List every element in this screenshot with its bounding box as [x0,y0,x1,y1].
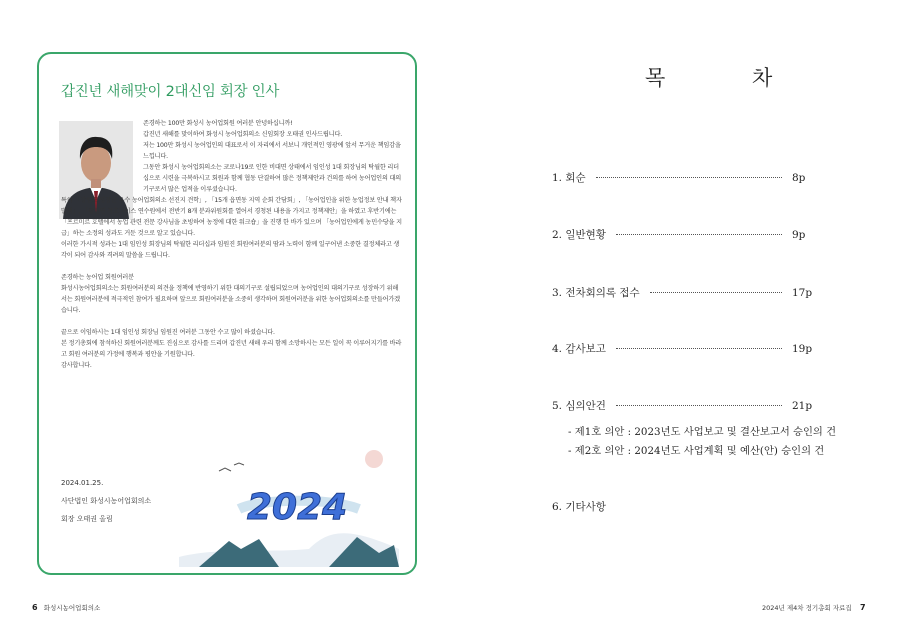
toc-item-label: 2. 일반현황 [552,229,606,241]
toc-leader [650,292,782,293]
toc-leader [616,234,782,235]
greeting-paragraph: 그동안 화성시 농어업회의소는 코로나19로 인한 비대면 상태에서 임인성 1대 회장님의 탁월한 리더십으로 시련을 극복하시고 회원과 함께 협동 단결하여 많은 정책제안과 건의를 하여 농어업인의 대의기구로서 많은 업적을 이루셨습니다. [143,164,402,193]
toc-item[interactable] [552,398,812,413]
toc-item-last[interactable] [552,499,812,514]
toc-item-page: 21p [792,400,813,412]
toc-item-page: 9p [792,229,806,241]
greeting-paragraph: 존경하는 100만 화성시 농어업회원 여러분 안녕하십니까! [143,120,293,127]
toc-leader [596,177,782,178]
greeting-paragraph: 존경하는 농어업 회원여러분 [61,274,134,281]
greeting-paragraph: 저는 100만 화성시 농어업인의 대표로서 이 자리에서 서보니 개인적인 영광에 앞서 무거운 책임감을 느낍니다. [143,142,401,160]
signature-block [61,474,151,528]
toc-item[interactable] [552,170,812,185]
organization-name: 사단법인 화성시농어업회의소 [61,497,152,505]
signer-name: 회장 오태권 올림 [61,515,113,523]
toc-item-label: 3. 전차회의록 접수 [552,287,640,299]
footer-right [762,603,866,612]
toc-item-page: 19p [792,343,813,355]
new-year-illustration [179,449,399,567]
toc-item-label: 6. 기타사항 [552,501,606,513]
greeting-paragraph: 끝으로 이임하시는 1대 임인성 회장님 임원진 여러분 그동안 수고 많이 하셨습니다. [61,329,275,336]
toc-item[interactable] [552,341,812,356]
footer-right-text: 2024년 제4차 정기총회 자료집 [762,604,852,612]
footer-left [32,603,100,612]
greeting-paragraph: 본 정기총회에 참석하신 회원여러분께도 진심으로 감사를 드리며 갑진년 새해 우리 함께 소망하시는 모든 일이 꼭 이루어지기를 바라고 회원 여러분의 가정에 행복과 평안을 기원합니다. [61,340,402,358]
toc-item-page: 8p [792,172,806,184]
toc-sub-item[interactable]: - 제1호 의안 : 2023년도 사업보고 및 결산보고서 승인의 건 [568,426,837,438]
greeting-paragraph: 갑진년 새해를 맞이하여 화성시 농어업회의소 신임회장 오태권 인사드립니다. [143,131,343,138]
toc-item[interactable] [552,285,812,300]
greeting-body [61,118,403,371]
toc-item[interactable] [552,227,812,242]
greeting-paragraph: 감사합니다. [61,362,92,369]
art-year-text: 2024 [247,487,348,528]
toc-leader [616,405,782,406]
footer-left-text: 화성시농어업회의소 [43,604,101,612]
greeting-box [37,52,417,575]
greeting-title: 갑진년 새해맞이 2대신임 회장 인사 [61,84,280,100]
greeting-paragraph: 화성시농어업회의소는 회원여러분의 의견을 정책에 반영하기 위한 대의기구로 설립되었으며 농어업인의 대의기구로 성장하기 위해서는 회원여러분에 적극적인 참여가 필요하며 앞으로 회원여러분을 소중히 생각하며 회원여러분을 위한 농어업회의소를 만들어가겠습니다. [61,285,400,314]
greeting-paragraph: 이러한 가시적 성과는 1대 임인성 회장님의 탁월한 리더십과 임원진 회원여러분의 땀과 노력이 함께 일구어낸 소중한 결정체라고 생각이 되어 감사와 격려의 말씀을 드립니다. [61,241,400,259]
toc-leader [616,348,782,349]
greeting-date: 2024.01.25. [61,479,104,487]
greeting-paragraph: 특히 「강원도 평창군 우수 농어업회의소 선진지 견학」, 「15개 읍면동 지역 순회 간담회」, 「농어업인을 위한 농업정보 안내 책자 발행」, 「팔탄면 청호나이스 연수원에서 전반기 8개 분과위원회를 열어서 경청된 내용을 가지고 정책제안」을 하였고 후반기에는 「프르미르 호텔에서 농업 관련 전문 강사님을 초빙하여 농정에 대한 워크숍」을 진행 한 바가 있으며 「농어업인에게 농민수당을 지급」하는 소정의 성과도 거둔 것으로 알고 있습니다. [61,197,402,237]
page-number-right: 7 [859,603,866,612]
toc-item-label: 4. 감사보고 [552,343,606,355]
toc-sub-item[interactable]: - 제2호 의안 : 2024년도 사업계획 및 예산(안) 승인의 건 [568,445,825,457]
page-number-left: 6 [32,603,38,612]
toc-title: 목 차 [645,66,813,90]
toc-item-page: 17p [792,287,813,299]
toc-item-label: 1. 회순 [552,172,586,184]
toc-item-label: 5. 심의안건 [552,400,606,412]
